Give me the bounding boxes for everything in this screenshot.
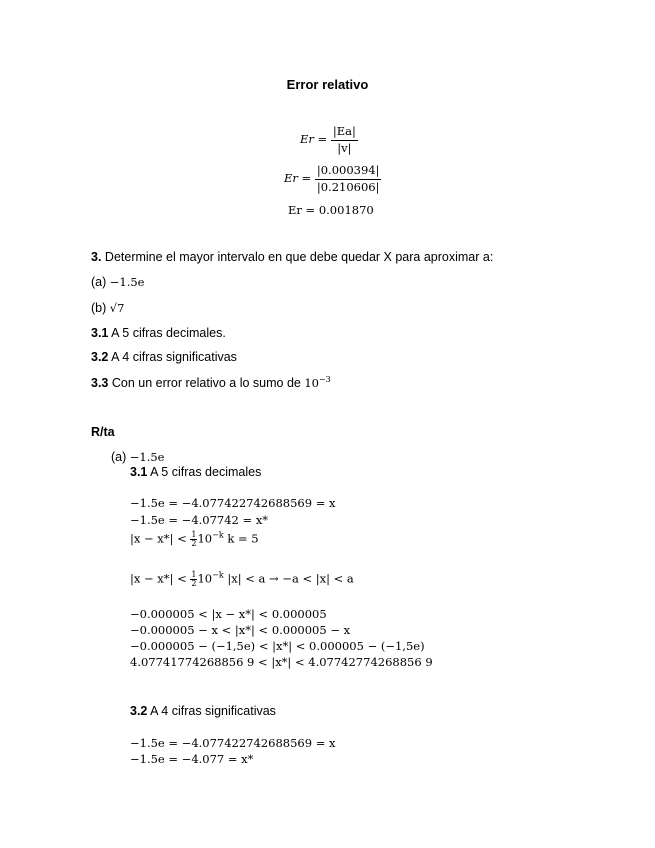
part-text: A 5 cifras decimales.: [108, 326, 226, 340]
part-number: 3.1: [91, 326, 109, 340]
question-text: Determine el mayor intervalo en que debe quedar X para aproximar a:: [101, 250, 494, 264]
answer-section-3-1: [130, 466, 261, 479]
question-item-b: [91, 302, 124, 315]
question-part-3-3: [91, 376, 331, 390]
answer-section-3-2: [130, 705, 276, 718]
question-part-3-1: [91, 327, 226, 340]
formula-error-result: Er = 0.001870: [288, 203, 374, 217]
part-text: Con un error relativo a lo sumo de: [108, 376, 305, 390]
equation-line: −1.5e = −4.077 = x*: [130, 752, 254, 766]
section-number: 3.2: [130, 704, 148, 718]
formula-fraction: [331, 126, 358, 154]
item-label: (b): [91, 301, 110, 315]
section-text: A 4 cifras significativas: [147, 704, 276, 718]
item-value: −1.5e: [109, 275, 145, 289]
fraction-numerator: |0.000394|: [315, 165, 382, 180]
item-label: (a): [111, 450, 130, 464]
fraction-denominator: |v|: [337, 140, 352, 155]
equation-line: −0.000005 − x < |x*| < 0.000005 − x: [130, 623, 351, 637]
item-value: √7: [109, 301, 125, 315]
small-fraction: $\frac{1}{2}$: [191, 570, 197, 588]
equation-line: −1.5e = −4.07742 = x*: [130, 513, 269, 527]
small-fraction: $\frac{1}{2}$: [191, 530, 197, 548]
page-title: Error relativo: [286, 77, 369, 92]
answer-heading: R/ta: [91, 425, 115, 439]
item-value: −1.5e: [129, 450, 165, 464]
part-text: A 4 cifras significativas: [108, 350, 237, 364]
equation-line: −0.000005 − (−1,5e) < |x*| < 0.000005 − (−1,5e): [130, 639, 425, 653]
equation-line: −1.5e = −4.077422742688569 = x: [130, 736, 336, 750]
part-math: $10^{-3}$: [304, 375, 331, 390]
part-number: 3.3: [91, 376, 109, 390]
formula-error-values: [284, 165, 381, 193]
formula-error-relativo: [300, 126, 358, 154]
part-number: 3.2: [91, 350, 109, 364]
equation-line: 4.07741774268856 9 < |x*| < 4.07742774268856 9: [130, 655, 433, 669]
question-part-3-2: [91, 351, 237, 364]
equation-line: |x − x*| < $\frac{1}{2}$ $10^{-k}$ |x| < a → −a < |x| < a: [130, 570, 354, 588]
equation-line: −1.5e = −4.077422742688569 = x: [130, 496, 336, 510]
item-label: (a): [91, 275, 110, 289]
fraction-numerator: |Ea|: [331, 126, 358, 141]
formula-lhs: Er =: [284, 171, 312, 185]
equation-line: −0.000005 < |x − x*| < 0.000005: [130, 607, 327, 621]
answer-item-a: [111, 451, 164, 464]
formula-lhs: Er =: [300, 132, 328, 146]
fraction-denominator: |0.210606|: [316, 179, 380, 194]
section-number: 3.1: [130, 465, 148, 479]
question-number: 3.: [91, 250, 102, 264]
equation-line: |x − x*| < $\frac{1}{2}$ $10^{-k}$ k = 5: [130, 530, 259, 548]
question-item-a: [91, 276, 144, 289]
question-statement: [91, 251, 493, 264]
section-text: A 5 cifras decimales: [147, 465, 262, 479]
formula-fraction: [315, 165, 382, 193]
